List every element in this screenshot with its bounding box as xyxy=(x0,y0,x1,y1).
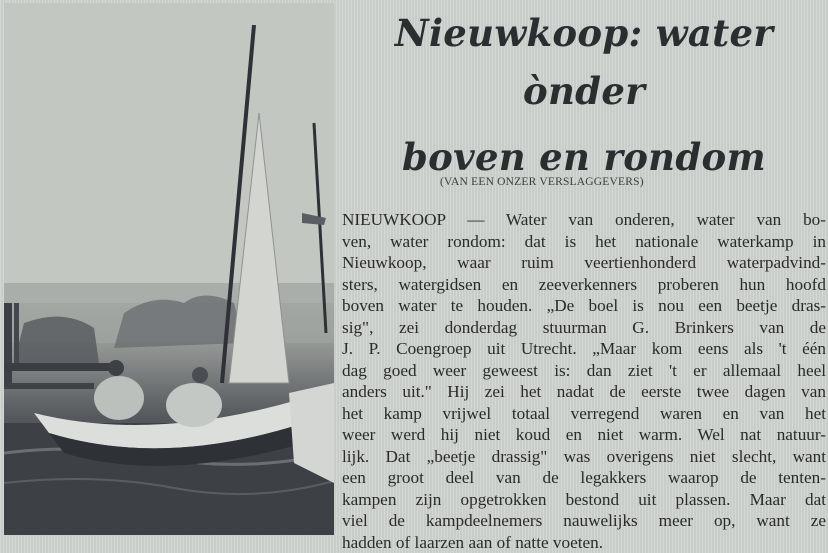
headline xyxy=(342,4,826,186)
body-line: kampen zijn opgetrokken bestond uit plassen. Maar dat xyxy=(342,489,826,511)
body-line: J. P. Coengroep uit Utrecht. „Maar kom eens als 't één xyxy=(342,338,826,360)
headline-line-2: boven en rondom xyxy=(342,128,826,186)
body-line: dag goed weer geweest is: dan ziet 't er allemaal heel xyxy=(342,360,826,382)
headline-line-1: Nieuwkoop: water ònder xyxy=(342,4,826,120)
body-line: het kamp vrijwel totaal verregend waren en van het xyxy=(342,403,826,425)
sailboat-photo xyxy=(4,3,334,535)
body-line: boven water te houden. „De boel is nou een beetje dras- xyxy=(342,295,826,317)
body-line: sters, watergidsen en zeeverkenners proberen hun hoofd xyxy=(342,274,826,296)
body-line: Nieuwkoop, waar ruim veertienhonderd waterpadvind- xyxy=(342,252,826,274)
body-line: een groot deel van de legakkers waarop de tenten- xyxy=(342,467,826,489)
body-line: hadden of laarzen aan of natte voeten. xyxy=(342,532,826,553)
sailboat-illustration xyxy=(4,3,334,535)
body-line: anders uit." Hij zei het nadat de eerste twee dagen van xyxy=(342,381,826,403)
body-line: viel de kampdeelnemers nauwelijks meer op, want ze xyxy=(342,510,826,532)
article-body xyxy=(342,209,826,553)
body-line: NIEUWKOOP — Water van onderen, water van bo- xyxy=(342,209,826,231)
byline: (VAN EEN ONZER VERSLAGGEVERS) xyxy=(440,176,644,188)
body-line: lijk. Dat „beetje drassig" was overigens niet slecht, want xyxy=(342,446,826,468)
body-line: sig", zei donderdag stuurman G. Brinkers van de xyxy=(342,317,826,339)
body-line: weer werd hij niet koud en niet warm. Wel nat natuur- xyxy=(342,424,826,446)
body-line: ven, water rondom: dat is het nationale waterkamp in xyxy=(342,231,826,253)
